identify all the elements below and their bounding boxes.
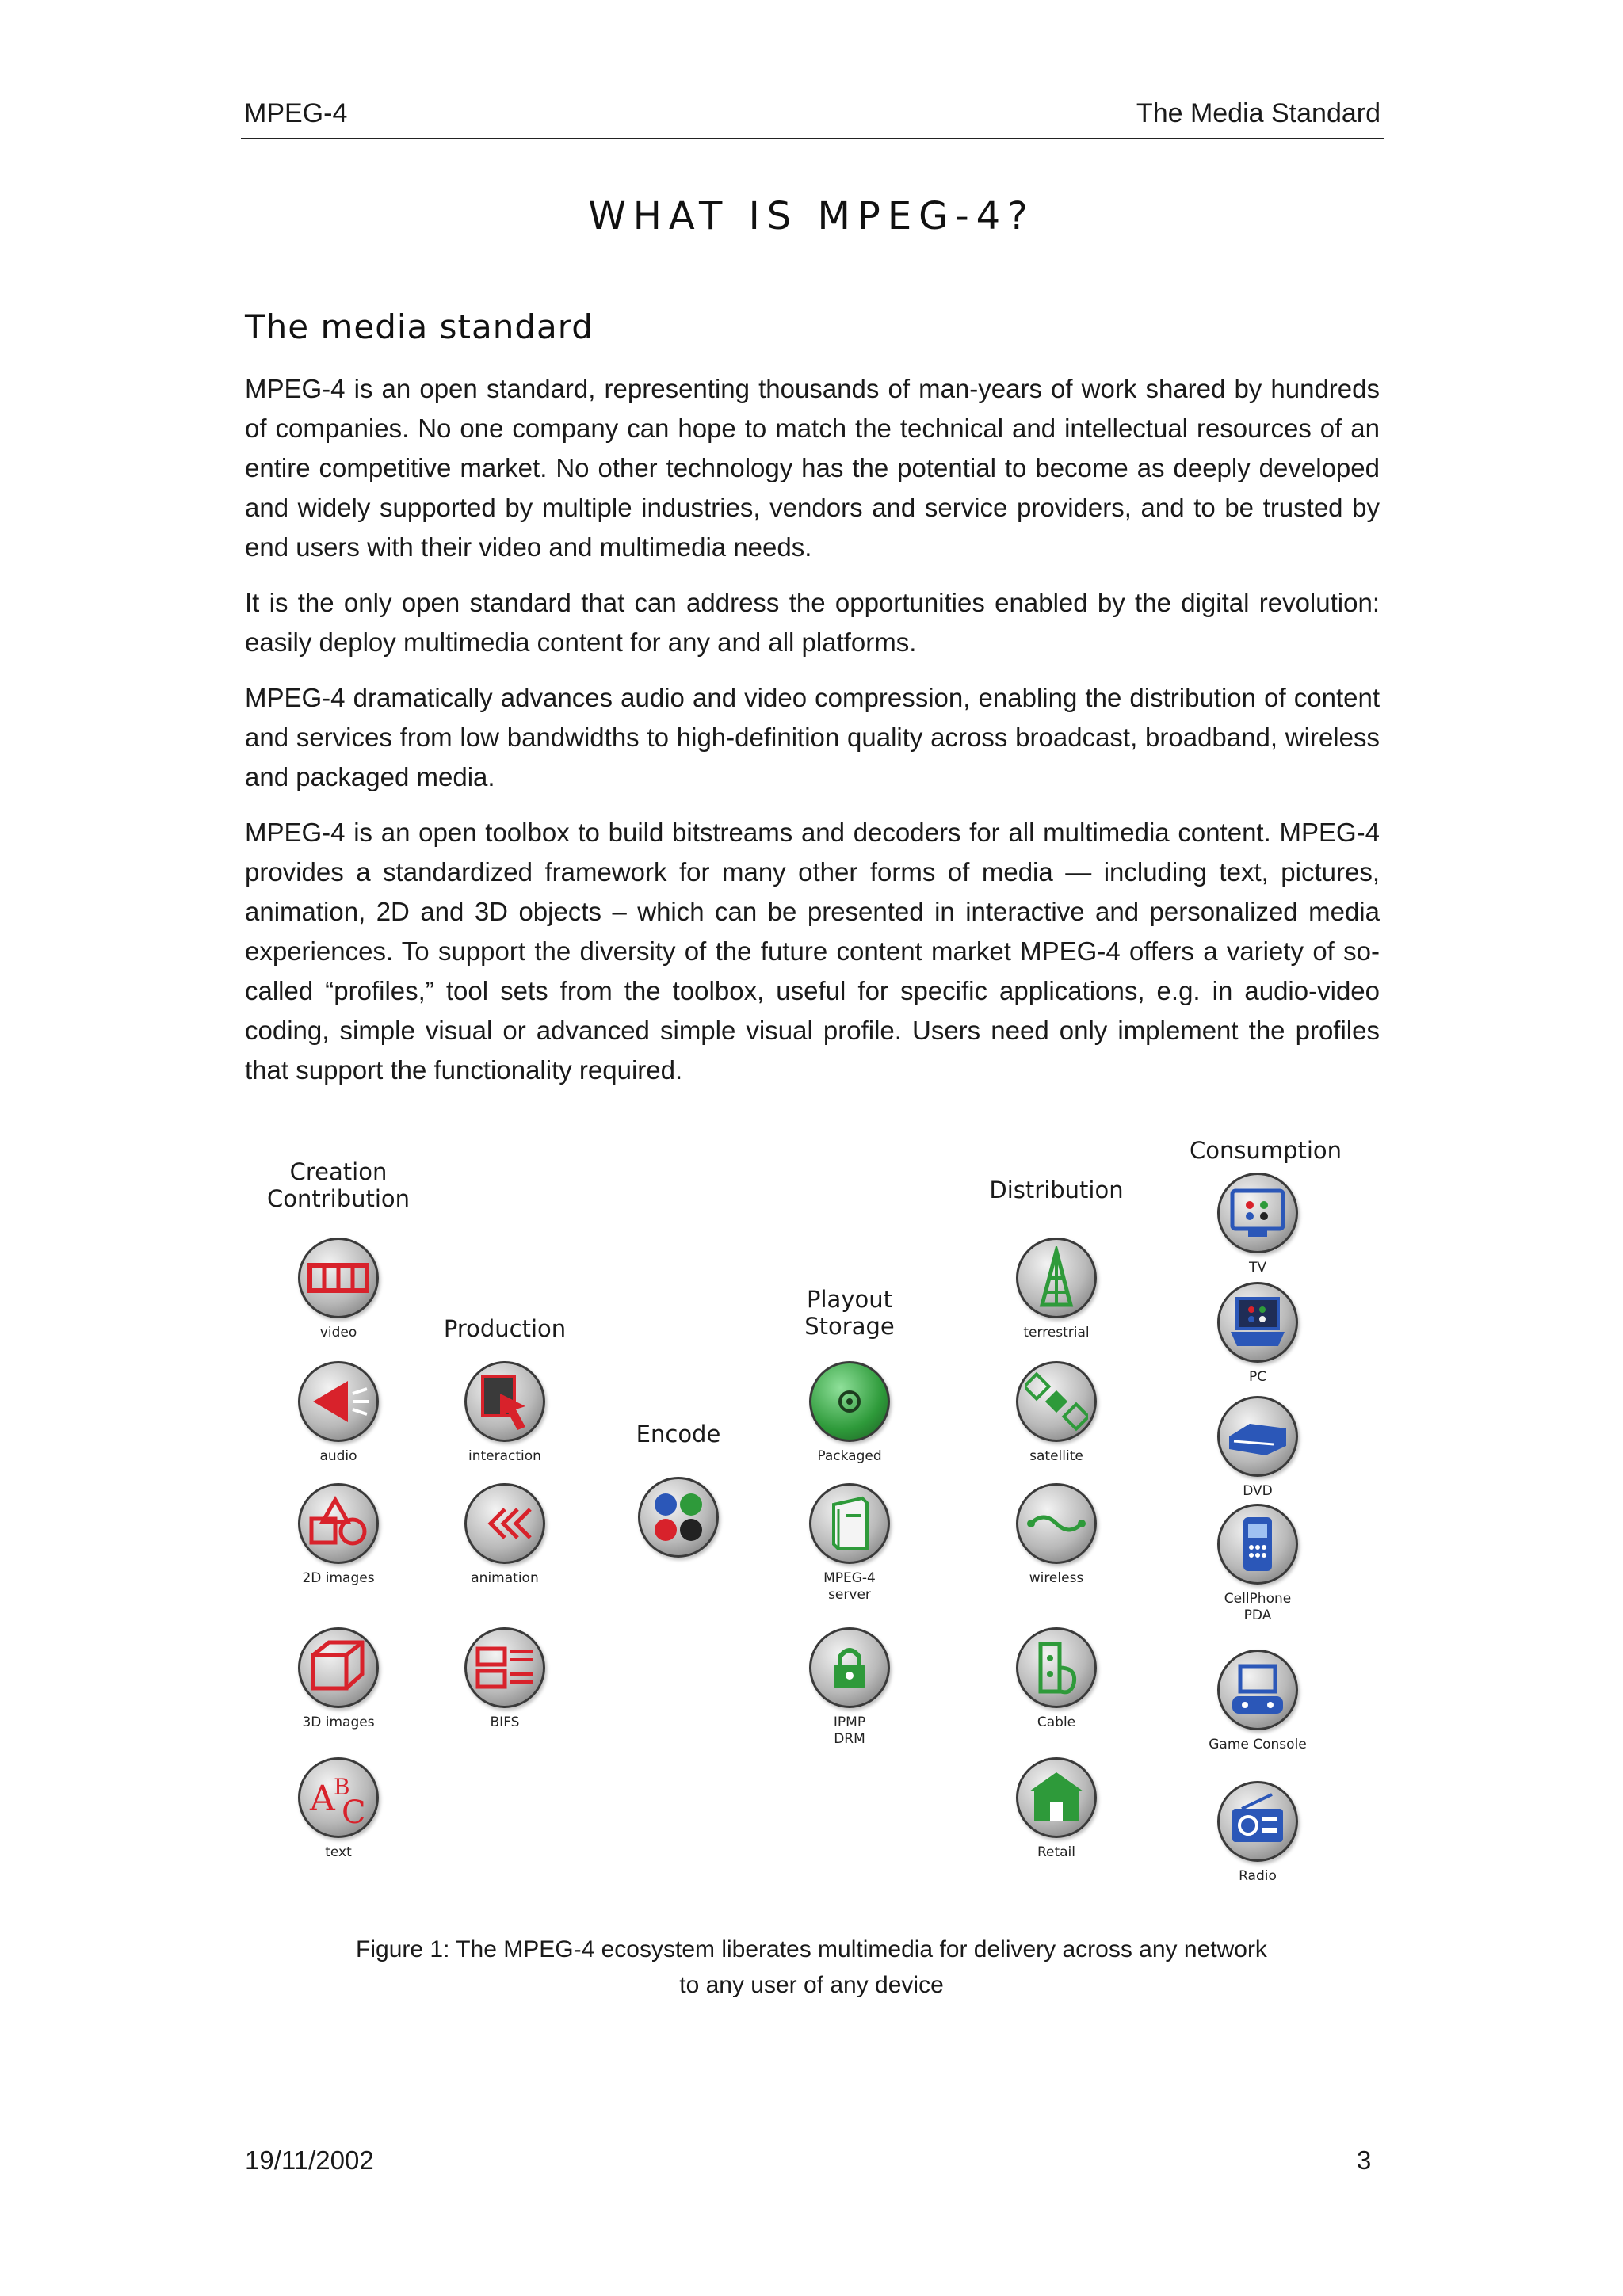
- radio-icon: [1226, 1790, 1289, 1853]
- footer-page-number: 3: [1357, 2145, 1372, 2175]
- distribution-item-cable: [977, 1627, 1136, 1731]
- item-label: text: [325, 1844, 352, 1860]
- consumption-item-tv: [1178, 1173, 1337, 1276]
- figure-caption: [0, 1932, 1623, 2003]
- item-label: PC: [1248, 1369, 1267, 1385]
- satellite-icon: [1025, 1370, 1088, 1433]
- figure-caption-line: Figure 1: The MPEG-4 ecosystem liberates multimedia for delivery across any network: [356, 1936, 1267, 1962]
- tv-icon: [1226, 1181, 1289, 1245]
- svg-text:C: C: [342, 1794, 366, 1829]
- stage-label-creation: Creation Contribution: [266, 1158, 411, 1212]
- laptop-icon: [1226, 1291, 1289, 1354]
- consumption-item-pc: [1178, 1282, 1337, 1386]
- stage-label-distribution: Distribution: [989, 1177, 1124, 1203]
- playout-item-ipmp-drm: [770, 1627, 929, 1748]
- item-label: audio: [319, 1448, 357, 1464]
- svg-text:B: B: [334, 1774, 350, 1800]
- header-left: MPEG-4: [244, 98, 348, 128]
- production-item-animation: [426, 1483, 584, 1587]
- distribution-item-retail: [977, 1757, 1136, 1861]
- creation-item-audio: [259, 1361, 418, 1465]
- distribution-item-satellite: [977, 1361, 1136, 1465]
- text-abc-icon: [307, 1766, 370, 1829]
- item-label: Cable: [1037, 1714, 1076, 1730]
- item-label: terrestrial: [1023, 1325, 1090, 1341]
- animation-arrows-icon: [473, 1492, 537, 1555]
- consumption-item-radio: [1178, 1781, 1337, 1885]
- footer-date: 19/11/2002: [245, 2145, 374, 2175]
- distribution-item-wireless: [977, 1483, 1136, 1587]
- item-label: IPMP DRM: [833, 1714, 866, 1747]
- item-label: interaction: [468, 1448, 541, 1464]
- figure-caption-line: to any user of any device: [679, 1972, 944, 1998]
- section-heading: The media standard: [245, 307, 594, 346]
- stage-label-production: Production: [443, 1315, 567, 1342]
- encode-dots-icon: [647, 1486, 710, 1549]
- paragraph: MPEG-4 is an open standard, representing thousands of man-years of work shared by hundreds of companies. No one company can hope to match the technical and intellectual resources of an entire competitive market. No other technology has the potential to become as deeply developed and widely supported by multiple industries, vendors and service providers, and to be trusted by end users with their video and multimedia needs.: [245, 374, 1380, 562]
- creation-item-text: [259, 1757, 418, 1861]
- playout-item-mpeg4-server: [770, 1483, 929, 1604]
- video-icon: [307, 1246, 370, 1310]
- item-label: wireless: [1029, 1570, 1084, 1586]
- game-console-icon: [1226, 1658, 1289, 1722]
- stage-label-consumption: Consumption: [1189, 1137, 1342, 1164]
- retail-store-icon: [1025, 1766, 1088, 1829]
- header-right: The Media Standard: [1136, 98, 1381, 128]
- consumption-item-game-console: [1178, 1650, 1337, 1753]
- item-label: satellite: [1029, 1448, 1083, 1464]
- dvd-player-icon: [1226, 1405, 1289, 1468]
- item-label: Retail: [1037, 1844, 1076, 1860]
- item-label: Game Console: [1209, 1737, 1307, 1753]
- item-label: MPEG-4 server: [823, 1570, 876, 1603]
- item-label: Radio: [1239, 1868, 1277, 1884]
- interaction-hand-icon: [473, 1370, 537, 1433]
- disc-icon: [818, 1370, 881, 1433]
- paragraph: MPEG-4 dramatically advances audio and video compression, enabling the distribution of content and services from low bandwidths to high-definition quality across broadcast, broadband, wireless and packaged media.: [245, 683, 1380, 791]
- distribution-item-terrestrial: [977, 1238, 1136, 1341]
- body-text: [245, 369, 1380, 1106]
- antenna-tower-icon: [1025, 1246, 1088, 1310]
- item-label: video: [319, 1325, 357, 1341]
- item-label: BIFS: [490, 1714, 520, 1730]
- creation-item-3d-images: [259, 1627, 418, 1731]
- production-item-bifs: [426, 1627, 584, 1731]
- cable-icon: [1025, 1636, 1088, 1699]
- stage-label-playout: Playout Storage: [804, 1286, 895, 1340]
- running-header: [241, 93, 1384, 139]
- server-icon: [818, 1492, 881, 1555]
- production-item-interaction: [426, 1361, 584, 1465]
- bifs-scene-icon: [473, 1636, 537, 1699]
- playout-item-packaged: [770, 1361, 929, 1465]
- consumption-item-cellphone-pda: [1178, 1504, 1337, 1624]
- creation-item-video: [259, 1238, 418, 1341]
- item-label: 2D images: [302, 1570, 375, 1586]
- speaker-icon: [307, 1370, 370, 1433]
- consumption-item-dvd: [1178, 1396, 1337, 1500]
- svg-text:A: A: [310, 1779, 335, 1819]
- shapes-2d-icon: [307, 1492, 370, 1555]
- creation-item-2d-images: [259, 1483, 418, 1587]
- page-title: WHAT IS MPEG-4?: [588, 194, 1035, 238]
- wireless-icon: [1025, 1492, 1088, 1555]
- paragraph: It is the only open standard that can address the opportunities enabled by the digital revolution: easily deploy multimedia content for any and all platforms.: [245, 588, 1380, 657]
- item-label: 3D images: [302, 1714, 375, 1730]
- cellphone-icon: [1226, 1512, 1289, 1576]
- cube-3d-icon: [307, 1636, 370, 1699]
- item-label: animation: [471, 1570, 539, 1586]
- item-label: CellPhone PDA: [1224, 1591, 1292, 1623]
- drm-lock-icon: [818, 1636, 881, 1699]
- paragraph: MPEG-4 is an open toolbox to build bitstreams and decoders for all multimedia content. MPEG-4 provides a standardized framework for many other forms of media — including text, pictures, animation, 2D and 3D objects – which can be presented in interactive and personalized media experiences. To support the diversity of the future content market MPEG-4 offers a variety of so-called “profiles,” tool sets from the toolbox, useful for specific applications, e.g. in audio-video coding, simple visual or advanced simple visual profile. Users need only implement the profiles that support the functionality required.: [245, 818, 1380, 1085]
- item-label: DVD: [1243, 1483, 1273, 1499]
- encode-item: [599, 1477, 758, 1558]
- item-label: Packaged: [817, 1448, 882, 1464]
- stage-label-encode: Encode: [636, 1421, 721, 1447]
- item-label: TV: [1248, 1260, 1266, 1276]
